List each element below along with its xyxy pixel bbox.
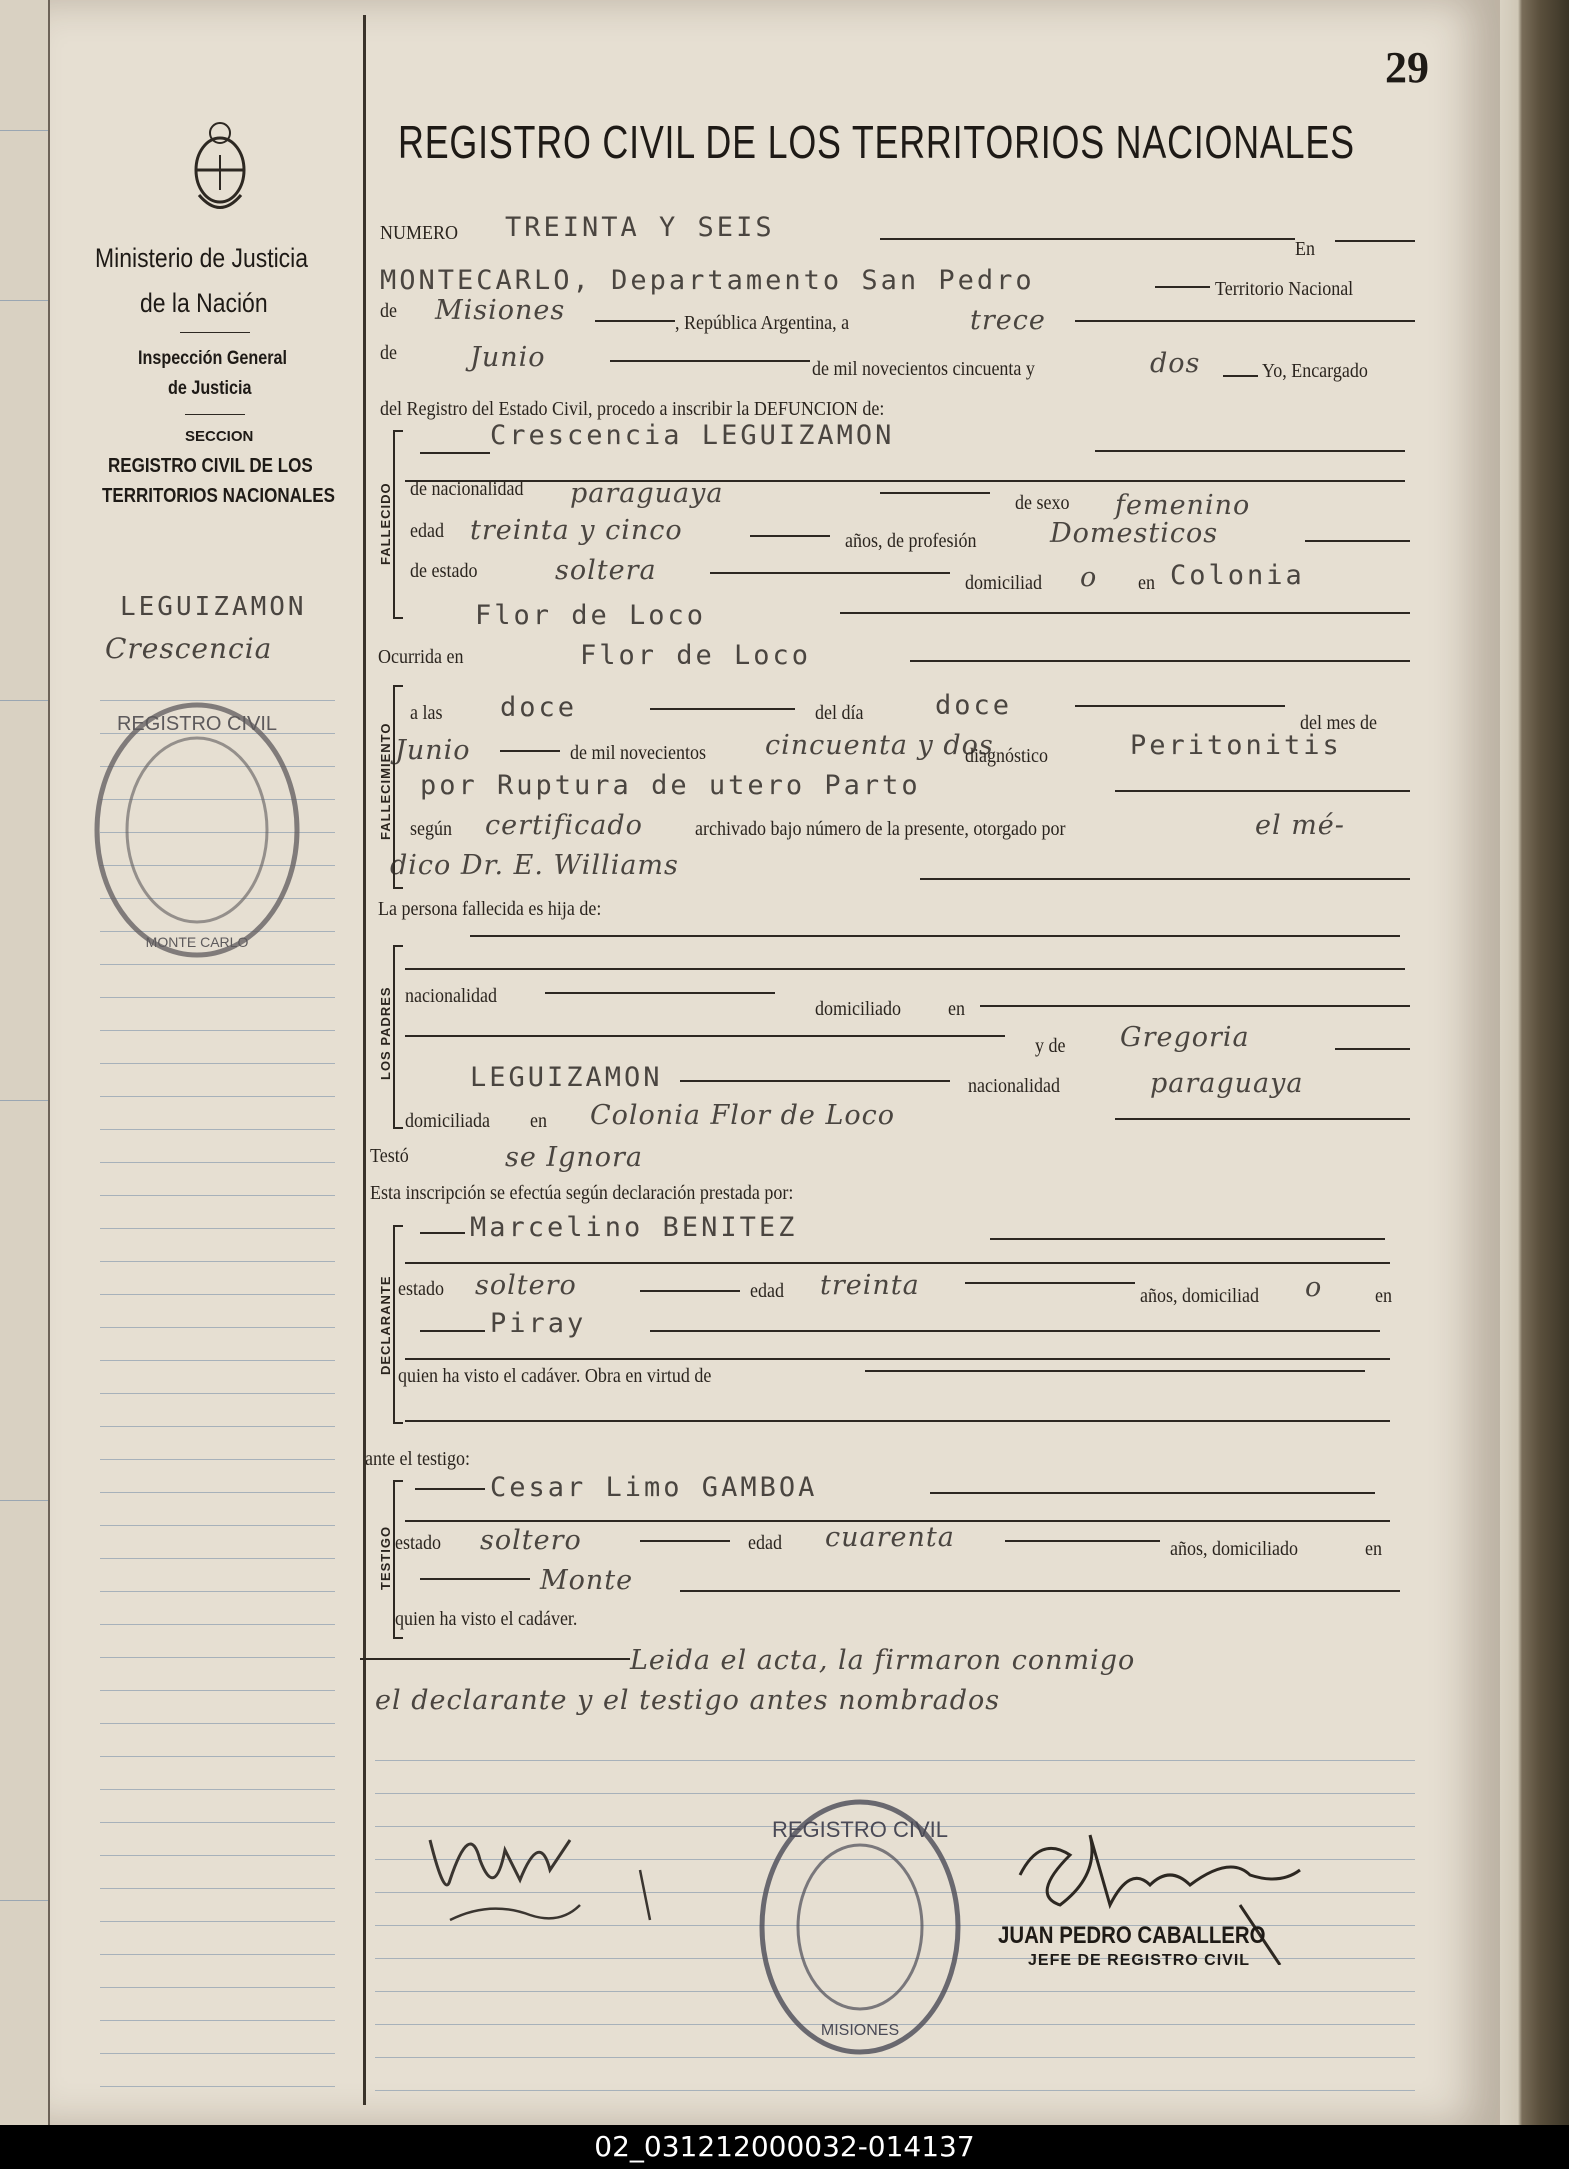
margin-rule-line <box>100 1261 335 1262</box>
profesion-label: años, de profesión <box>845 530 977 552</box>
fill-line <box>470 935 1400 937</box>
stamp-text-top: REGISTRO CIVIL <box>116 713 278 735</box>
fill-line <box>1075 705 1285 707</box>
fill-line <box>650 708 795 710</box>
margin-rule-line <box>100 1162 335 1163</box>
fill-line <box>1223 375 1258 377</box>
madre-apellido: LEGUIZAMON <box>470 1062 663 1093</box>
civil-registry-stamp <box>82 685 312 975</box>
testigo-name: Cesar Limo GAMBOA <box>490 1472 818 1503</box>
en6-label: en <box>1365 1538 1383 1560</box>
fill-line <box>405 1420 1390 1422</box>
fill-line <box>405 480 1405 482</box>
de-label: de <box>380 342 398 364</box>
fill-line <box>710 572 950 574</box>
fill-line <box>910 660 1410 662</box>
madre-dom: Colonia Flor de Loco <box>590 1100 896 1131</box>
closing2: el declarante y el testigo antes nombrados <box>375 1685 1001 1716</box>
deldia-label: del día <box>815 702 864 724</box>
fill-line <box>640 1290 740 1292</box>
segun-label: según <box>410 818 453 840</box>
fill-line <box>840 612 1410 614</box>
divider <box>185 414 245 415</box>
place-value-mono: MONTECARLO, Departamento San Pedro <box>380 265 1035 296</box>
domicilio-value2: Flor de Loco <box>475 600 707 631</box>
fill-line <box>595 320 675 322</box>
official-name: JUAN PEDRO CABALLERO <box>998 1922 1266 1949</box>
fill-line <box>920 878 1410 880</box>
fill-line <box>865 1370 1365 1372</box>
profesion-value: Domesticos <box>1050 518 1219 549</box>
official-title: JEFE DE REGISTRO CIVIL <box>1028 1952 1251 1969</box>
ocurrida-label: Ocurrida en <box>378 646 464 668</box>
numero-value: TREINTA Y SEIS <box>505 212 775 243</box>
inscripcion-label: Esta inscripción se efectúa según declaración prestada por: <box>370 1182 794 1204</box>
estado-value: soltera <box>555 555 657 586</box>
margin-rule-line <box>100 1228 335 1229</box>
declarante-name: Marcelino BENITEZ <box>470 1212 798 1243</box>
fill-line <box>880 238 1295 240</box>
book-spine <box>1500 0 1569 2125</box>
fill-line <box>650 1330 1380 1332</box>
fill-line <box>405 968 1405 970</box>
medico-prefix: el mé- <box>1255 810 1345 841</box>
margin-rule-line <box>100 1558 335 1559</box>
testigo-dom: Monte <box>540 1565 634 1596</box>
fill-line <box>415 1488 485 1490</box>
fill-line <box>1005 1540 1160 1542</box>
delmes-label: del mes de <box>1300 712 1377 734</box>
anios-dom-suffix: o <box>1305 1272 1323 1303</box>
fill-line <box>680 1080 950 1082</box>
nacionalidad-label: de nacionalidad <box>410 478 524 500</box>
yde-label: y de <box>1035 1035 1066 1057</box>
margin-name: Crescencia <box>105 632 273 665</box>
declarant-signature <box>410 1810 710 1940</box>
margin-rule-line <box>100 1393 335 1394</box>
estado3-value: soltero <box>480 1525 582 1556</box>
mil2-label: de mil novecientos <box>570 742 706 764</box>
padres-side-label: LOS PADRES <box>378 986 393 1080</box>
page-number: 29 <box>1385 43 1429 92</box>
domiciliad-suffix: o <box>1080 562 1098 593</box>
anios-dom2-label: años, domiciliado <box>1170 1538 1298 1560</box>
coat-of-arms-icon <box>185 115 255 225</box>
republica-label: , República Argentina, a <box>675 312 850 334</box>
margin-rule-line <box>100 1954 335 1955</box>
margin-rule-line <box>100 1789 335 1790</box>
margin-rule-line <box>100 1756 335 1757</box>
yo-label: Yo, Encargado <box>1262 360 1368 382</box>
estado3-label: estado <box>395 1532 441 1554</box>
en4-label: en <box>530 1110 548 1132</box>
margin-rule-line <box>100 1822 335 1823</box>
margin-rule-line <box>100 1096 335 1097</box>
official-stamp-top: REGISTRO CIVIL <box>771 1817 949 1842</box>
section-line3: TERRITORIOS NACIONALES <box>102 485 335 507</box>
section-line2: REGISTRO CIVIL DE LOS <box>108 455 313 477</box>
fill-line <box>880 492 990 494</box>
medico-value: dico Dr. E. Williams <box>390 850 679 881</box>
nacionalidad3-label: nacionalidad <box>968 1075 1060 1097</box>
hija-label: La persona fallecida es hija de: <box>378 898 602 920</box>
margin-rule-line <box>100 1723 335 1724</box>
month-value: Junio <box>470 342 546 373</box>
fill-line <box>420 452 490 454</box>
edad-label: edad <box>410 520 444 542</box>
fill-line <box>420 1232 465 1234</box>
madre-nombre: Gregoria <box>1120 1022 1250 1053</box>
margin-rule-line <box>100 1624 335 1625</box>
estado-label: de estado <box>410 560 478 582</box>
diagnostico-value: Peritonitis <box>1130 730 1342 761</box>
margin-rule-line <box>100 1591 335 1592</box>
numero-label: NUMERO <box>380 222 459 244</box>
margin-rule-line <box>100 1294 335 1295</box>
margin-rule-line <box>100 1360 335 1361</box>
registro-label: del Registro del Estado Civil, procedo a inscribir la DEFUNCION de: <box>380 398 885 420</box>
nacionalidad-value: paraguaya <box>570 478 724 509</box>
madre-nac: paraguaya <box>1150 1068 1304 1099</box>
testigo-intro: ante el testigo: <box>365 1448 470 1470</box>
testo-value: se Ignora <box>505 1142 644 1173</box>
fallecido-bracket <box>393 430 403 619</box>
fill-line <box>420 1330 485 1332</box>
fill-line <box>1115 1118 1410 1120</box>
ministry-line2: de la Nación <box>140 288 268 318</box>
declarante-side-label: DECLARANTE <box>378 1275 393 1375</box>
hora-value: doce <box>500 692 578 723</box>
fallecimiento-bracket <box>393 685 403 889</box>
inspection-line1: Inspección General <box>138 348 288 369</box>
fill-line <box>965 1282 1135 1284</box>
fill-line <box>1335 1048 1410 1050</box>
margin-rule-line <box>100 2053 335 2054</box>
fill-line <box>980 1005 1410 1007</box>
en-label2: en <box>1138 572 1156 594</box>
official-stamp <box>755 1795 965 2060</box>
margin-rule-line <box>100 1987 335 1988</box>
testo-label: Testó <box>370 1145 409 1167</box>
fill-line <box>545 992 775 994</box>
margin-rule-line <box>100 1459 335 1460</box>
anios-dom-label: años, domiciliad <box>1140 1285 1259 1307</box>
deceased-name: Crescencia LEGUIZAMON <box>490 420 895 451</box>
province-value: Misiones <box>435 295 566 326</box>
margin-rule-line <box>100 1525 335 1526</box>
dia-value: doce <box>935 690 1013 721</box>
fill-line <box>1305 540 1410 542</box>
fill-line <box>360 1658 630 1660</box>
edad-value: treinta y cinco <box>470 515 683 546</box>
fill-line <box>1155 286 1210 288</box>
quien2-label: quien ha visto el cadáver. <box>395 1608 578 1630</box>
margin-rule-line <box>100 2086 335 2087</box>
margin-rule-line <box>100 1921 335 1922</box>
divider <box>180 332 250 333</box>
fallecido-side-label: FALLECIDO <box>378 482 393 565</box>
fill-line <box>405 1035 1005 1037</box>
page-title: REGISTRO CIVIL DE LOS TERRITORIOS NACIONALES <box>398 116 1355 168</box>
fill-line <box>1075 320 1415 322</box>
margin-rule-line <box>100 1129 335 1130</box>
sexo-label: de sexo <box>1015 492 1070 514</box>
edad2-label: edad <box>750 1280 784 1302</box>
fill-line <box>405 1262 1390 1264</box>
margin-rule-line <box>100 1195 335 1196</box>
margin-rule-line <box>100 1888 335 1889</box>
margin-rule-line <box>100 2020 335 2021</box>
en3-label: en <box>948 998 966 1020</box>
fill-line <box>680 1590 1400 1592</box>
page-rule-line <box>375 1760 1415 1761</box>
day-value: trece <box>970 305 1046 336</box>
fill-line <box>640 1540 730 1542</box>
domicilio-value: Colonia <box>1170 560 1305 591</box>
official-stamp-bottom: MISIONES <box>820 2022 900 2039</box>
margin-rule-line <box>100 1492 335 1493</box>
margin-rule-line <box>100 1030 335 1031</box>
margin-rule-line <box>100 1327 335 1328</box>
ministry-line1: Ministerio de Justicia <box>95 243 309 273</box>
margin-rule-line <box>100 1063 335 1064</box>
territorio-label: Territorio Nacional <box>1215 278 1354 300</box>
estado2-label: estado <box>398 1278 444 1300</box>
margin-rule-line <box>100 1657 335 1658</box>
archivado-label: archivado bajo número de la presente, otorgado por <box>695 818 1066 840</box>
edad2-value: treinta <box>820 1270 920 1301</box>
section-label: SECCION <box>185 428 254 445</box>
page-rule-line <box>375 2090 1415 2091</box>
margin-rule-line <box>100 1690 335 1691</box>
diagnostico-value2: por Ruptura de utero Parto <box>420 770 921 801</box>
nacionalidad2-label: nacionalidad <box>405 985 497 1007</box>
left-page-edge <box>0 0 51 2125</box>
stamp-text-bottom: MONTE CARLO <box>145 934 249 950</box>
edad3-value: cuarenta <box>825 1522 955 1553</box>
fill-line <box>930 1492 1375 1494</box>
alas-label: a las <box>410 702 443 724</box>
inspection-line2: de Justicia <box>168 378 252 399</box>
segun-value: certificado <box>485 810 643 841</box>
sexo-value: femenino <box>1115 490 1251 521</box>
diagnostico-label: diagnóstico <box>965 745 1048 767</box>
fill-line <box>1095 450 1405 452</box>
fill-line <box>420 1578 530 1580</box>
fill-line <box>405 1358 1390 1360</box>
estado2-value: soltero <box>475 1270 577 1301</box>
margin-rule-line <box>100 1426 335 1427</box>
domiciliado-label: domiciliado <box>815 998 901 1020</box>
edad3-label: edad <box>748 1532 782 1554</box>
margin-rule-line <box>100 997 335 998</box>
margin-surname: LEGUIZAMON <box>120 592 307 622</box>
fill-line <box>990 1238 1385 1240</box>
image-id-footer: 02_031212000032-014137 <box>0 2125 1569 2169</box>
fill-line <box>1335 240 1415 242</box>
year-value: dos <box>1150 348 1201 379</box>
declarante-bracket <box>393 1225 403 1424</box>
declarante-dom: Piray <box>490 1308 587 1339</box>
de-label: de <box>380 300 398 322</box>
margin-divider <box>363 15 366 2105</box>
testigo-bracket <box>393 1480 403 1639</box>
testigo-side-label: TESTIGO <box>378 1525 393 1590</box>
page-rule-line <box>375 1793 1415 1794</box>
month-value: Junio <box>395 735 471 766</box>
fallecimiento-side-label: FALLECIMIENTO <box>378 722 393 840</box>
margin-rule-line <box>100 1855 335 1856</box>
ocurrida-value: Flor de Loco <box>580 640 812 671</box>
padres-bracket <box>393 945 403 1129</box>
domiciliada-label: domiciliada <box>405 1110 490 1132</box>
fill-line <box>500 750 560 752</box>
en5-label: en <box>1375 1285 1393 1307</box>
quien-label: quien ha visto el cadáver. Obra en virtud de <box>398 1365 712 1387</box>
domiciliad-label: domiciliad <box>965 572 1042 594</box>
mil-label: de mil novecientos cincuenta y <box>812 358 1035 380</box>
anio-value: cincuenta y dos <box>765 730 994 761</box>
en-label: En <box>1295 238 1315 260</box>
fill-line <box>1115 790 1410 792</box>
fill-line <box>750 535 830 537</box>
fill-line <box>610 360 810 362</box>
closing1: Leida el acta, la firmaron conmigo <box>630 1645 1136 1676</box>
